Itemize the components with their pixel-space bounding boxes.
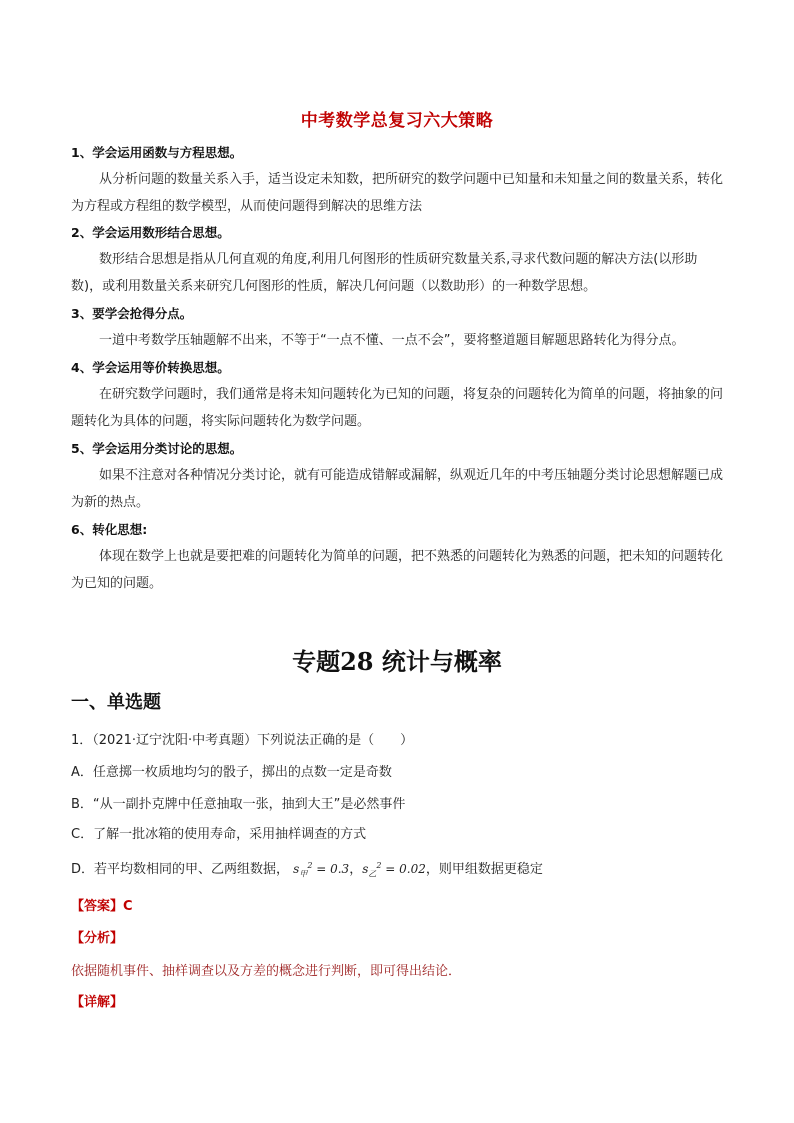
option-d-suffix: ，则甲组数据更稳定 xyxy=(425,862,543,877)
strategy-body-2: 数形结合思想是指从几何直观的角度,利用几何图形的性质研究数量关系,寻求代数问题的解决方法(以形助数)，或利用数量关系来研究几何图形的性质，解决几何问题（以数助形）的一种数学思想。 xyxy=(71,252,698,294)
strategy-heading-4: 4、学会运用等价转换思想。 xyxy=(71,360,230,375)
strategy-heading-1: 1、学会运用函数与方程思想。 xyxy=(71,145,243,160)
variance-formula-jia: $s_甲^2 = 0.3$ xyxy=(293,861,350,879)
variance-formula-yi: $s_乙^2 = 0.02$ xyxy=(362,861,426,879)
strategy-body-5: 如果不注意对各种情况分类讨论，就有可能造成错解或漏解，纵观近几年的中考压轴题分类讨论思想解题已成为新的热点。 xyxy=(71,468,724,510)
answer-label: 【答案】C xyxy=(71,899,133,914)
strategy-heading-2: 2、学会运用数形结合思想。 xyxy=(71,225,230,240)
strategy-heading-3: 3、要学会抢得分点。 xyxy=(71,306,193,321)
question-stem: 1．（2021·辽宁沈阳·中考真题）下列说法正确的是（ ） xyxy=(71,733,414,748)
strategy-body-6: 体现在数学上也就是要把难的问题转化为简单的问题，把不熟悉的问题转化为熟悉的问题，把未知的问题转化为已知的问题。 xyxy=(71,549,724,591)
option-d xyxy=(71,858,543,879)
strategy-body-4: 在研究数学问题时，我们通常是将未知问题转化为已知的问题，将复杂的问题转化为简单的问题，将抽象的问题转化为具体的问题，将实际问题转化为数学问题。 xyxy=(71,387,724,429)
option-d-prefix: D．若平均数相同的甲、乙两组数据， xyxy=(71,862,290,877)
section-title: 一、单选题 xyxy=(71,692,161,713)
option-b: B．“从一副扑克牌中任意抽取一张，抽到大王”是必然事件 xyxy=(71,797,406,812)
option-c: C．了解一批冰箱的使用寿命，采用抽样调查的方式 xyxy=(71,827,367,842)
strategy-body-3: 一道中考数学压轴题解不出来，不等于“一点不懂、一点不会”，要将整道题目解题思路转化为得分点。 xyxy=(99,333,685,348)
strategy-body-1: 从分析问题的数量关系入手，适当设定未知数，把所研究的数学问题中已知量和未知量之间的数量关系，转化为方程或方程组的数学模型，从而使问题得到解决的思维方法 xyxy=(71,172,724,214)
doc-title: 中考数学总复习六大策略 xyxy=(300,111,494,131)
detail-label: 【详解】 xyxy=(71,995,124,1010)
topic-title: 专题28 统计与概率 xyxy=(292,647,502,676)
option-a: A．任意掷一枚质地均匀的骰子，掷出的点数一定是奇数 xyxy=(71,765,392,780)
analysis-label: 【分析】 xyxy=(71,931,124,946)
option-d-separator: ， xyxy=(349,862,363,877)
strategy-heading-5: 5、学会运用分类讨论的思想。 xyxy=(71,441,243,456)
strategy-heading-6: 6、转化思想: xyxy=(71,522,148,537)
analysis-text: 依据随机事件、抽样调查以及方差的概念进行判断，即可得出结论． xyxy=(71,964,462,979)
